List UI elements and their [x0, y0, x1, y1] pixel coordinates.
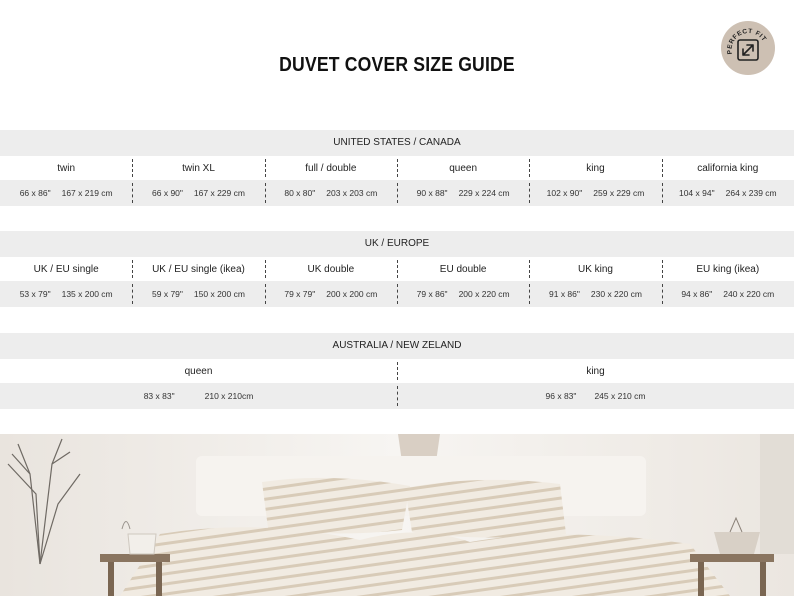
- dimension-cell: [132, 180, 264, 206]
- size-cell: [132, 257, 264, 281]
- bedroom-illustration: [0, 434, 794, 596]
- table-leg: [760, 562, 766, 596]
- size-cm: 203 x 203 cm: [326, 188, 378, 198]
- dimension-cell: [662, 281, 794, 307]
- size-inches: 66 x 86": [19, 188, 51, 198]
- dimension-cell: [529, 281, 661, 307]
- region-header: AUSTRALIA / NEW ZELAND: [0, 333, 794, 359]
- dimension-cell: [0, 383, 397, 409]
- size-cell: [0, 156, 132, 180]
- size-inches: 80 x 80": [284, 188, 316, 198]
- pillow-right: [405, 480, 566, 538]
- side-table-left: [100, 554, 170, 562]
- size-inches: 91 x 86": [549, 289, 580, 299]
- size-cell: [529, 257, 661, 281]
- pillow-left: [262, 478, 410, 534]
- size-inches: 96 x 83": [545, 391, 577, 401]
- size-cell: [397, 257, 529, 281]
- size-cell: [662, 156, 794, 180]
- size-cm: 245 x 210 cm: [594, 391, 646, 401]
- size-cm: 150 x 200 cm: [193, 289, 245, 299]
- dimension-cell: [265, 180, 397, 206]
- dimension-cell: [662, 180, 794, 206]
- page-title: DUVET COVER SIZE GUIDE: [279, 54, 515, 76]
- size-cell: [397, 156, 529, 180]
- size-inches: 79 x 79": [284, 289, 316, 299]
- size-name: UK / EU single (ikea): [152, 263, 245, 275]
- dimension-cell: [397, 383, 794, 409]
- size-cm: 230 x 220 cm: [590, 289, 642, 299]
- size-inches: 102 x 90": [546, 188, 583, 198]
- table-leg: [108, 562, 114, 596]
- dimension-cell: [0, 281, 132, 307]
- size-cm: 200 x 220 cm: [458, 289, 510, 299]
- size-cell: [0, 257, 132, 281]
- size-cm: 210 x 210cm: [204, 391, 254, 401]
- size-name: twin XL: [182, 162, 215, 174]
- size-cell: [265, 156, 397, 180]
- badge-text: PERFECT FIT: [726, 27, 768, 55]
- diagonal-expand-arrow-icon: [737, 39, 759, 61]
- size-name: queen: [184, 365, 213, 377]
- size-name: twin: [57, 162, 76, 174]
- cup: [128, 534, 156, 554]
- size-name: queen: [449, 162, 478, 174]
- dimension-cell: [132, 281, 264, 307]
- size-names-row: [0, 359, 794, 383]
- size-cm: 229 x 224 cm: [458, 188, 510, 198]
- size-name: california king: [697, 162, 759, 174]
- dimension-cell: [397, 281, 529, 307]
- size-inches: 104 x 94": [678, 188, 715, 198]
- size-inches: 94 x 86": [681, 289, 713, 299]
- dimension-cell: [265, 281, 397, 307]
- dimension-cell: [529, 180, 661, 206]
- size-dimensions-row: [0, 281, 794, 307]
- size-name: UK double: [307, 263, 355, 275]
- size-inches: 53 x 79": [19, 289, 51, 299]
- size-dimensions-row: [0, 180, 794, 206]
- table-leg: [156, 562, 162, 596]
- perfect-fit-badge: [721, 21, 775, 75]
- section-uk-europe: [0, 231, 794, 307]
- size-cm: 135 x 200 cm: [61, 289, 113, 299]
- section-australia-nz: [0, 333, 794, 409]
- size-inches: 83 x 83": [143, 391, 175, 401]
- size-names-row: [0, 257, 794, 281]
- doorway: [760, 434, 794, 554]
- size-cm: 264 x 239 cm: [725, 188, 777, 198]
- size-cell: [0, 359, 397, 383]
- bedroom-photo: [0, 434, 794, 596]
- size-name: king: [586, 365, 605, 377]
- side-table-right: [690, 554, 774, 562]
- size-name: EU double: [439, 263, 487, 275]
- size-cell: [265, 257, 397, 281]
- region-header: UK / EUROPE: [0, 231, 794, 257]
- size-cm: 167 x 229 cm: [193, 188, 245, 198]
- size-inches: 59 x 79": [152, 289, 183, 299]
- dimension-cell: [0, 180, 132, 206]
- size-name: UK / EU single: [33, 263, 99, 275]
- size-name: UK king: [577, 263, 613, 275]
- size-cm: 240 x 220 cm: [723, 289, 775, 299]
- section-us-canada: [0, 130, 794, 206]
- table-leg: [698, 562, 704, 596]
- size-cell: [397, 359, 794, 383]
- size-inches: 79 x 86": [416, 289, 448, 299]
- region-header: UNITED STATES / CANADA: [0, 130, 794, 156]
- size-cell: [529, 156, 661, 180]
- bowl: [714, 532, 760, 554]
- size-dimensions-row: [0, 383, 794, 409]
- size-name: EU king (ikea): [696, 263, 760, 275]
- size-cell: [662, 257, 794, 281]
- size-cell: [132, 156, 264, 180]
- size-names-row: [0, 156, 794, 180]
- size-inches: 90 x 88": [416, 188, 448, 198]
- size-cm: 167 x 219 cm: [61, 188, 113, 198]
- size-inches: 66 x 90": [152, 188, 183, 198]
- size-cm: 259 x 229 cm: [593, 188, 645, 198]
- size-name: king: [586, 162, 605, 174]
- size-cm: 200 x 200 cm: [326, 289, 378, 299]
- dimension-cell: [397, 180, 529, 206]
- size-name: full / double: [305, 162, 357, 174]
